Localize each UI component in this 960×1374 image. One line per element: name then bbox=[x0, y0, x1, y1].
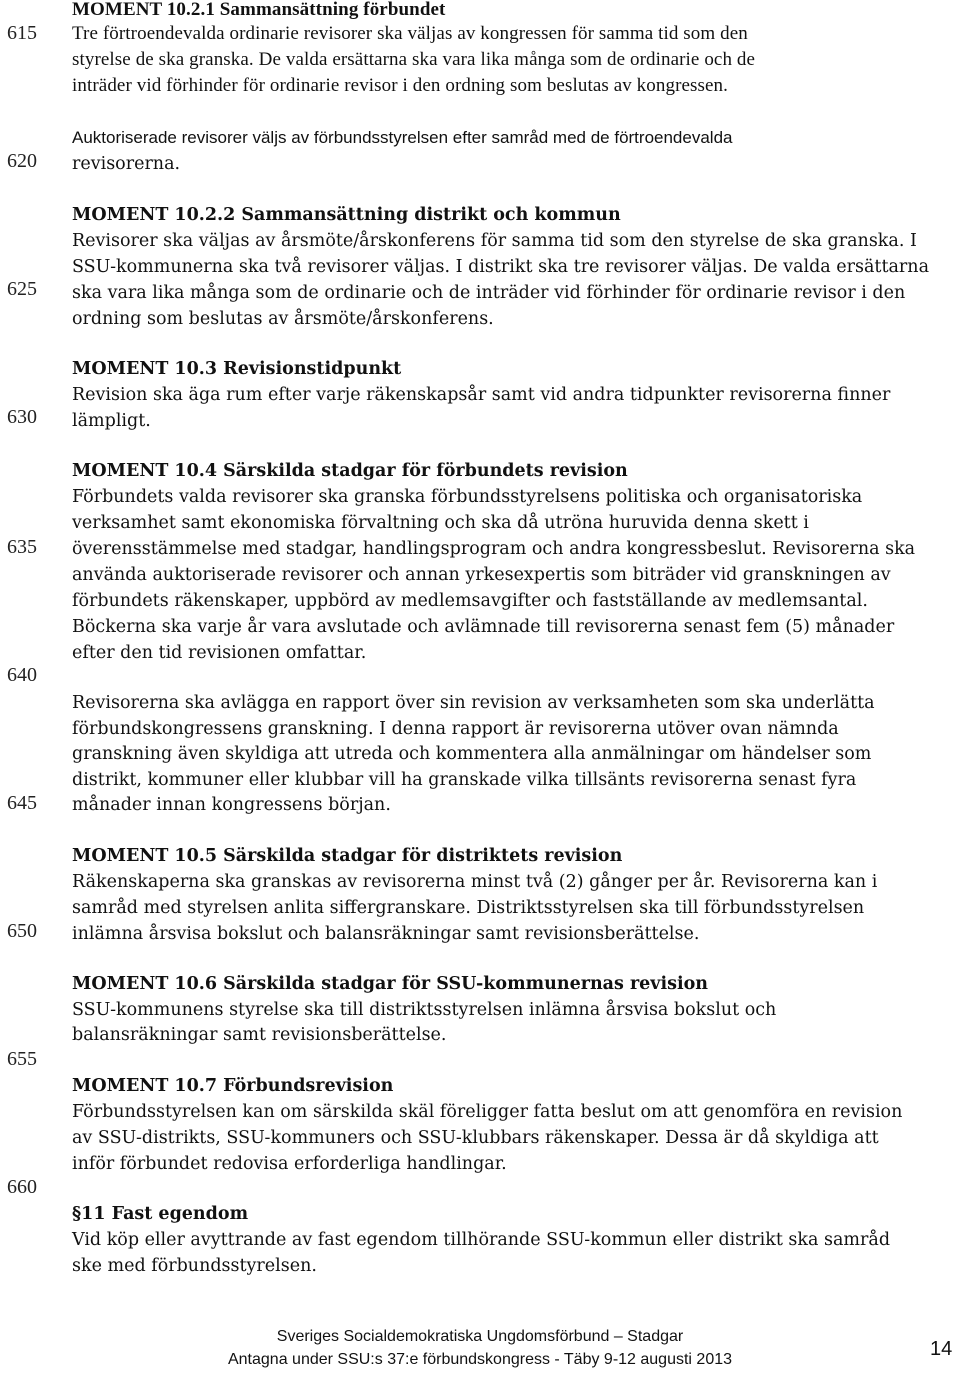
line-number: 630 bbox=[7, 406, 37, 428]
body-line: förbundets räkenskaper, uppbörd av medlemsavgifter och fastställande av medlemsantal. bbox=[72, 591, 868, 611]
section-heading: MOMENT 10.3 Revisionstidpunkt bbox=[72, 359, 402, 379]
body-line: samråd med styrelsen anlita siffergranskare. Distriktsstyrelsen ska till förbundsstyrelsen bbox=[72, 898, 865, 918]
body-line: Revision ska äga rum efter varje räkenskapsår samt vid andra tidpunkter revisorerna finner bbox=[72, 385, 891, 405]
line-number: 625 bbox=[7, 278, 37, 300]
body-line: balansräkningar samt revisionsberättelse. bbox=[72, 1025, 447, 1045]
body-line: av SSU-distrikts, SSU-kommuners och SSU-klubbars räkenskaper. Dessa är då skyldiga att bbox=[72, 1128, 879, 1148]
body-line: Vid köp eller avyttrande av fast egendom tillhörande SSU-kommun eller distrikt ska samråd bbox=[72, 1230, 891, 1250]
body-line: ska vara lika många som de ordinarie och de inträder vid förhinder för ordinarie revisor i den bbox=[72, 283, 906, 303]
section-heading: MOMENT 10.6 Särskilda stadgar för SSU-kommunernas revision bbox=[72, 974, 709, 994]
section-heading: MOMENT 10.2.2 Sammansättning distrikt och kommun bbox=[72, 205, 621, 225]
body-line: lämpligt. bbox=[72, 411, 151, 431]
section-heading: §11 Fast egendom bbox=[72, 1204, 249, 1224]
line-number: 645 bbox=[7, 792, 37, 814]
section-heading: MOMENT 10.2.1 Sammansättning förbundet bbox=[72, 0, 446, 20]
body-line: använda auktoriserade revisorer och annan yrkesexpertis som biträder vid granskningen av bbox=[72, 565, 891, 585]
footer-title: Sveriges Socialdemokratiska Ungdomsförbund – Stadgar bbox=[276, 1328, 684, 1345]
body-line: verksamhet samt ekonomiska förvaltning och ska då utröna huruvida denna skett i bbox=[72, 513, 809, 533]
body-line: Förbundsstyrelsen kan om särskilda skäl föreligger fatta beslut om att genomföra en revision bbox=[72, 1102, 903, 1122]
body-line: Revisorerna ska avlägga en rapport över sin revision av verksamheten som ska underlätta bbox=[72, 693, 875, 713]
line-number: 635 bbox=[7, 536, 37, 558]
body-line: månader innan kongressens början. bbox=[72, 795, 391, 815]
footer-subtitle: Antagna under SSU:s 37:e förbundskongress - Täby 9-12 augusti 2013 bbox=[227, 1351, 733, 1368]
line-number: 620 bbox=[7, 150, 37, 172]
body-line: Auktoriserade revisorer väljs av förbundsstyrelsen efter samråd med de förtroendevalda bbox=[72, 128, 733, 147]
body-line: inlämna årsvisa bokslut och balansräkningar samt revisionsberättelse. bbox=[72, 924, 700, 944]
body-line: ske med förbundsstyrelsen. bbox=[72, 1256, 317, 1276]
body-line: Tre förtroendevalda ordinarie revisorer ska väljas av kongressen för samma tid som den bbox=[72, 23, 748, 44]
section-heading: MOMENT 10.5 Särskilda stadgar för distriktets revision bbox=[72, 846, 623, 866]
body-line: överensstämmelse med stadgar, handlingsprogram och andra kongressbeslut. Revisorerna ska bbox=[72, 539, 916, 559]
body-line: Böckerna ska varje år vara avslutade och avlämnade till revisorerna senast fem (5) månader bbox=[72, 617, 895, 637]
body-line: distrikt, kommuner eller klubbar vill ha granskade vilka tillsänts revisorerna senast fyra bbox=[72, 770, 857, 790]
body-line: SSU-kommunens styrelse ska till distriktsstyrelsen inlämna årsvisa bokslut och bbox=[72, 1000, 777, 1020]
body-line: inför förbundet redovisa erforderliga handlingar. bbox=[72, 1154, 507, 1174]
body-line: efter den tid revisionen omfattar. bbox=[72, 643, 367, 663]
line-number: 640 bbox=[7, 664, 37, 686]
section-heading: MOMENT 10.4 Särskilda stadgar för förbundets revision bbox=[72, 461, 628, 481]
page-number: 14 bbox=[930, 1338, 953, 1360]
body-line: Revisorer ska väljas av årsmöte/årskonferens för samma tid som den styrelse de ska granska. I bbox=[72, 231, 917, 251]
line-number: 615 bbox=[7, 22, 37, 44]
body-line: Räkenskaperna ska granskas av revisorerna minst två (2) gånger per år. Revisorerna kan i bbox=[72, 872, 878, 892]
body-line: ordning som beslutas av årsmöte/årskonferens. bbox=[72, 309, 494, 329]
body-line: SSU-kommunerna ska två revisorer väljas. I distrikt ska tre revisorer väljas. De valda ersättarna bbox=[72, 257, 930, 277]
body-line: Förbundets valda revisorer ska granska förbundsstyrelsens politiska och organisatoriska bbox=[72, 487, 863, 507]
body-line: förbundskongressens granskning. I denna rapport är revisorerna utöver ovan nämnda bbox=[72, 719, 839, 739]
body-line: revisorerna. bbox=[72, 154, 181, 174]
body-line: granskning även skyldiga att utreda och kommentera alla anmälningar om händelser som bbox=[72, 744, 872, 764]
line-number: 660 bbox=[7, 1176, 37, 1198]
body-line: inträder vid förhinder för ordinarie revisor i den ordning som beslutas av kongressen. bbox=[72, 75, 729, 96]
line-number: 650 bbox=[7, 920, 37, 942]
section-heading: MOMENT 10.7 Förbundsrevision bbox=[72, 1076, 394, 1096]
body-line: styrelse de ska granska. De valda ersättarna ska vara lika många som de ordinarie och de bbox=[72, 49, 756, 70]
line-number: 655 bbox=[7, 1048, 37, 1070]
